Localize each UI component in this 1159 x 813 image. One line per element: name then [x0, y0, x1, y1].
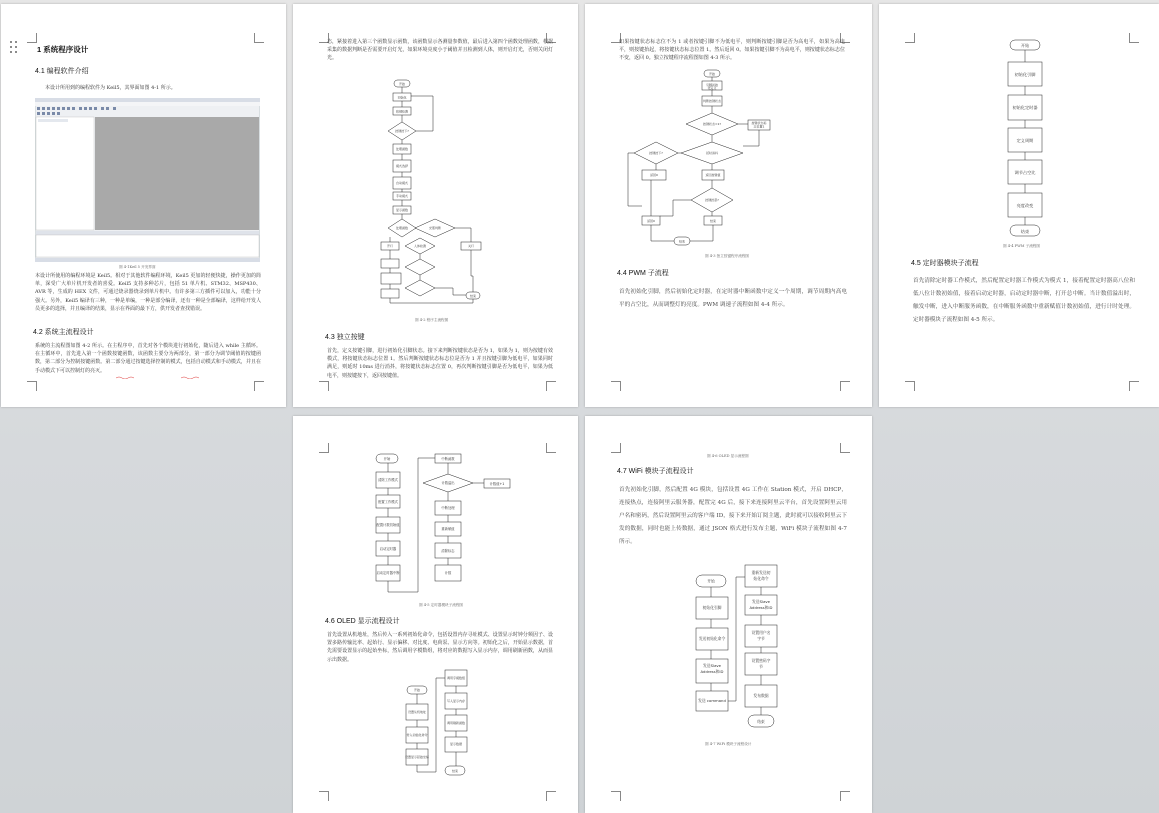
svg-text:按键按下?: 按键按下? — [649, 151, 663, 155]
svg-text:发送初始化命令: 发送初始化命令 — [698, 636, 726, 641]
body-paragraph: 首先清除定时器工作模式，然后配置定时器工作模式为模式 1，接着配置定时器高八位和低八位计数初始值，接着启动定时器，启动定时器中断，打开总中断。当计数值溢出时，触发中断，进入中断服务函数，在中断服务函数中重新赋值计数初始值，进行计时处理。定时器模块子流程如图 4-5 所示。 — [913, 278, 1135, 323]
svg-text:返回0: 返回0 — [650, 173, 658, 177]
svg-text:设置从机地址: 设置从机地址 — [407, 710, 427, 714]
subsection-heading: 4.4 PWM 子流程 — [617, 270, 669, 277]
svg-text:志位置1: 志位置1 — [753, 124, 765, 129]
timer-flowchart — [373, 452, 513, 602]
svg-text:亮度改变: 亮度改变 — [1016, 203, 1034, 208]
svg-text:重新发送初: 重新发送初 — [751, 570, 771, 575]
svg-text:开灯: 开灯 — [386, 244, 394, 248]
figure-caption: 图 4-3 独立按键程序流程图 — [705, 254, 750, 258]
document-page-5[interactable] — [293, 416, 578, 813]
svg-text:字节: 字节 — [757, 636, 765, 641]
svg-text:清除标志: 清除标志 — [441, 549, 455, 553]
svg-text:Address和ID: Address和ID — [700, 669, 724, 674]
button-flowchart — [623, 66, 793, 249]
subsection-heading: 4.6 OLED 显示流程设计 — [325, 618, 400, 625]
svg-text:按键检测: 按键检测 — [395, 109, 409, 114]
svg-text:设置用户名: 设置用户名 — [751, 630, 771, 635]
drag-handle-icon[interactable] — [10, 41, 19, 55]
pwm-flowchart — [1005, 38, 1045, 242]
svg-text:计数值+1: 计数值+1 — [489, 482, 505, 486]
svg-text:结束: 结束 — [1020, 229, 1030, 234]
svg-text:结束: 结束 — [451, 769, 459, 773]
main-flowchart — [373, 76, 503, 308]
document-page-6[interactable] — [585, 416, 872, 813]
svg-text:重新赋值: 重新赋值 — [441, 527, 455, 531]
svg-text:初始化定时器: 初始化定时器 — [1012, 105, 1038, 110]
svg-text:发送Slave: 发送Slave — [703, 663, 721, 668]
oled-flowchart — [403, 668, 483, 782]
body-paragraph: 系统的主流程图如图 4-2 所示。在主程序中，首先对各个模块进行初始化，随后进入 while 主循环。在主循环中，首先进入第一个函数按键函数，该函数主要分为两部分，第一部分为调节阈值的按键函数，第二部分为控制按键函数。第二部分通过按键选择控制的模式，包括自动模式和手动模式，并且在手动模式下可以控制灯的亮灭。 — [35, 343, 261, 374]
document-page-1[interactable] — [1, 4, 286, 407]
svg-text:清除工作模式: 清除工作模式 — [378, 478, 398, 482]
svg-text:发送Slave: 发送Slave — [752, 599, 770, 604]
svg-text:始化命令: 始化命令 — [753, 576, 769, 581]
svg-text:关灯: 关灯 — [467, 244, 475, 248]
subsection-heading: 4.2 系统主流程设计 — [33, 329, 94, 336]
svg-text:发布数据: 发布数据 — [753, 693, 769, 698]
body-paragraph: 态，紧接着进入第三个函数显示函数，该函数显示各测量参数值，最后进入第四个函数处理函数，根据采集的数据判断是否需要开启灯光，如果环境亮度小于阈值并且检测到人体，则开启灯光，否则关闭灯光。 — [327, 39, 553, 62]
svg-text:判断按键状态: 判断按键状态 — [702, 99, 722, 103]
svg-text:按键抬起?: 按键抬起? — [705, 198, 719, 202]
figure-caption: 图 4-1Keil 5 开发界面 — [119, 265, 156, 269]
svg-text:结束: 结束 — [709, 219, 717, 223]
svg-text:处理函数: 处理函数 — [395, 226, 409, 230]
svg-text:配置工作模式: 配置工作模式 — [378, 500, 398, 504]
svg-text:节: 节 — [759, 664, 763, 669]
subsection-heading: 4.3 独立按键 — [325, 334, 365, 341]
svg-text:Address和ID: Address和ID — [749, 605, 773, 610]
svg-text:开始: 开始 — [383, 457, 391, 461]
svg-text:初始化引脚: 初始化引脚 — [702, 605, 722, 610]
svg-text:光照判断: 光照判断 — [428, 226, 442, 230]
figure-caption: 图 4-2 程序主流程图 — [415, 318, 449, 322]
svg-text:延时消抖: 延时消抖 — [705, 151, 719, 155]
svg-text:启动定时器中断: 启动定时器中断 — [376, 571, 400, 575]
figure-caption: 图 4-5 定时器模块子流程图 — [419, 603, 464, 607]
body-paragraph: 本设计所使用的编程环境是 Keil5。相对于其他软件编程环境，Keil5 更加的轻便快捷，操作更加的简单，深受广大单片机开发者的喜爱。Keil5 支持多种芯片，包括 51 单片机、STM32、MSP430、AVR 等，生成的 HEX 文件，可通过烧录器烧录到单片机中。有许多第三方插件可以加入，功能十分强大。另外，Keil5 编译有三种，一种是单编，一种是部分编译，还有一种是全部编译，这样给开发人员更多的选择，并且编译的结果，显示在界面的最下方，供开发者查找错误。 — [35, 273, 261, 312]
svg-text:手动模式: 手动模式 — [395, 194, 409, 198]
svg-text:中断处理: 中断处理 — [441, 506, 455, 510]
body-paragraph: 如果按键状态标志位不为 1 或者按键引脚不为低电平，则判断按键引脚是否为高电平，如果为高电平，则按键抬起，将按键状态标志位置 1。然后返回 0。如果按键引脚不为高电平，则按键状态标志位不变，返回 0。独立按键程序流程图如图 4-3 所示。 — [619, 39, 845, 62]
svg-text:开始: 开始 — [1020, 43, 1030, 48]
svg-text:中断函数: 中断函数 — [441, 457, 455, 461]
svg-text:初始化: 初始化 — [397, 95, 407, 100]
svg-text:返回按键值: 返回按键值 — [705, 173, 721, 177]
svg-text:初始化引脚: 初始化引脚 — [1014, 72, 1036, 77]
wifi-flowchart — [693, 563, 785, 733]
figure-caption: 图 4-6 OLED 显示流程图 — [707, 454, 749, 458]
svg-text:结束: 结束 — [469, 294, 477, 298]
svg-text:按键状态标: 按键状态标 — [751, 121, 767, 125]
svg-text:化定义: 化定义 — [707, 86, 717, 90]
document-page-2[interactable] — [293, 4, 578, 407]
document-page-3[interactable] — [585, 4, 872, 407]
svg-text:开始: 开始 — [398, 82, 406, 86]
svg-text:处理函数: 处理函数 — [395, 147, 409, 151]
svg-text:开始: 开始 — [708, 72, 716, 76]
svg-text:按键状态=1?: 按键状态=1? — [702, 122, 722, 126]
keil-ide-screenshot — [35, 98, 260, 262]
svg-text:调用字模数组: 调用字模数组 — [446, 676, 466, 680]
svg-text:调节占空比: 调节占空比 — [1014, 170, 1036, 175]
body-paragraph: 首先，定义按键引脚，进行初始化引脚状态。接下来判断按键状态是否为 1，如果为 1，则为按键有效模式，将按键状态标志位置 1。然后判断按键状态标志位是否为 1 并且按键引脚为低电平，如果同时满足，则延时 10ms 进行消抖，将按键状态标志位置 0，再次判断按键引脚是否为低电平，如果为低电平，则按键按下，返回按键值。 — [327, 348, 553, 379]
svg-text:引脚初始: 引脚初始 — [705, 83, 719, 87]
svg-text:结束: 结束 — [757, 719, 765, 724]
svg-text:设置密码字: 设置密码字 — [751, 658, 771, 663]
svg-text:设置显示起始坐标: 设置显示起始坐标 — [404, 755, 430, 759]
svg-text:配置计数初始值: 配置计数初始值 — [376, 523, 400, 527]
svg-text:计数: 计数 — [444, 571, 452, 575]
svg-text:开始: 开始 — [707, 578, 715, 584]
svg-text:返回0: 返回0 — [647, 219, 655, 223]
section-heading: 1 系统程序设计 — [37, 45, 89, 54]
subsection-heading: 4.7 WiFi 模块子流程设计 — [617, 468, 694, 475]
subsection-heading: 4.5 定时器模块子流程 — [911, 260, 979, 267]
body-paragraph: 首先初始化引脚，然后初始化定时器，在定时器中断函数中定义一个周期，调节周期内高电平的占空比，从而调整灯的亮度。PWM 调速子流程如图 4-4 所示。 — [619, 289, 847, 308]
body-paragraph: 首先设置从机地址，然后传入一系列初始化命令，包括设置内存寻址模式、设置显示时钟分频因子、设置多路传输比率、起始行、显示偏移、对比度、电荷泵、显示方向等。初始化之后，开始显示数据，首先需要设置显示的起始坐标，然后调用字模数组，将对应的数据写入显示内存，调用刷新函数，从而显示出数据。 — [327, 632, 553, 663]
body-paragraph: 本设计所用到的编程软件为 Keil5，其界面如图 4-1 所示。 — [45, 85, 176, 91]
svg-text:结束: 结束 — [678, 239, 686, 244]
svg-text:计数溢出: 计数溢出 — [441, 481, 455, 485]
svg-text:调用刷新函数: 调用刷新函数 — [446, 721, 466, 725]
svg-text:定义周期: 定义周期 — [1016, 138, 1034, 143]
figure-caption: 图 4-7 WiFi 模块子流程设计 — [705, 742, 752, 746]
svg-text:传入初始化命令: 传入初始化命令 — [406, 733, 428, 737]
svg-text:自动模式: 自动模式 — [395, 181, 409, 185]
svg-text:模式选择: 模式选择 — [395, 164, 409, 168]
document-page-4[interactable] — [879, 4, 1159, 407]
svg-text:显示函数: 显示函数 — [395, 208, 409, 212]
svg-text:按键按下?: 按键按下? — [395, 129, 409, 133]
body-paragraph: 首先初始化引脚，然后配置 4G 模块，包括设置 4G 工作在 Station 模式，开启 DHCP，连接热点，连接阿里云服务器，配置完 4G 后，接下来连接阿里云平台，首先设置阿里云用户名和密码，然后设置阿里云的客户端 ID，接下来开始订阅主题，此时就可以接收阿里云下发的数据，同时也能上传数据，通过 JSON 格式进行发布主题，WiFi 模块子流程如图 4-7 所示。 — [619, 487, 847, 545]
svg-text:写入显示内存: 写入显示内存 — [446, 699, 466, 703]
figure-caption: 图 4-4 PWM 子流程图 — [1003, 244, 1040, 248]
svg-text:启动定时器: 启动定时器 — [379, 547, 397, 551]
subsection-heading: 4.1 编程软件介绍 — [35, 68, 89, 75]
svg-text:人体检测: 人体检测 — [413, 244, 427, 248]
svg-text:发送 command: 发送 command — [698, 698, 726, 703]
svg-text:显示数据: 显示数据 — [449, 742, 463, 746]
svg-text:开始: 开始 — [413, 688, 421, 692]
